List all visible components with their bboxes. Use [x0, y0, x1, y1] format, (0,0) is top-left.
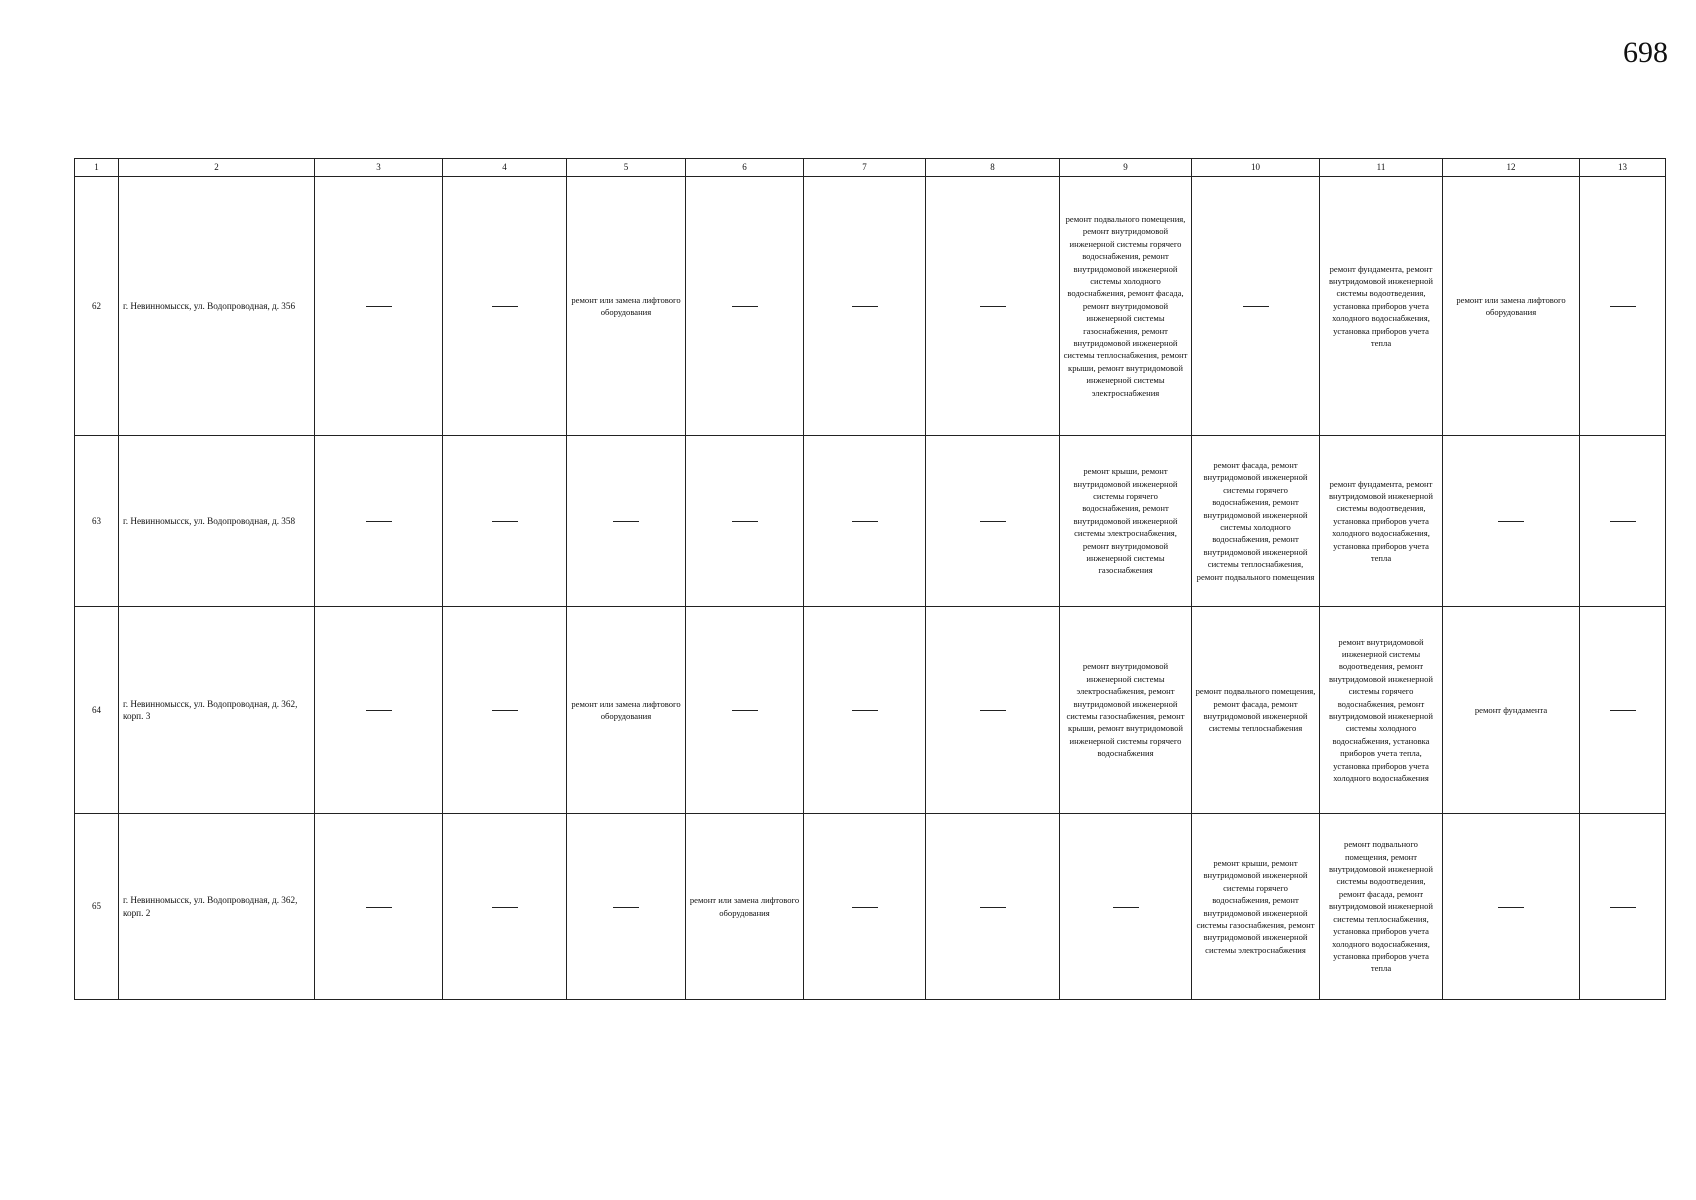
table-cell: ремонт или замена лифтового оборудования: [1443, 177, 1580, 436]
table-cell: ремонт подвального помещения, ремонт внутридомовой инженерной системы горячего водоснабжения, ремонт внутридомовой инженерной системы холодного водоснабжения, ремонт фасада, ремонт внутридомовой инженерной системы газоснабжения, ремонт внутридомовой инженерной системы теплоснабжения, ремонт крыши, ремонт внутридомовой инженерной системы электроснабжения: [1060, 177, 1192, 436]
table-cell: [804, 607, 926, 814]
table-cell: ремонт фундамента, ремонт внутридомовой инженерной системы водоотведения, установка приборов учета холодного водоснабжения, установка приборов учета тепла: [1320, 436, 1443, 607]
table-cell: ремонт крыши, ремонт внутридомовой инженерной системы горячего водоснабжения, ремонт внутридомовой инженерной системы газоснабжения, ремонт внутридомовой инженерной системы электроснабжения: [1192, 814, 1320, 1000]
dash-mark: [852, 306, 878, 307]
dash-mark: [366, 710, 392, 711]
page-number: 698: [1623, 36, 1668, 69]
table-cell: ремонт внутридомовой инженерной системы электроснабжения, ремонт внутридомовой инженерной системы газоснабжения, ремонт крыши, ремонт внутридомовой инженерной системы горячего водоснабжения: [1060, 607, 1192, 814]
repair-schedule-table: [74, 158, 1666, 1000]
table-cell: ремонт фундамента, ремонт внутридомовой инженерной системы водоотведения, установка приборов учета холодного водоснабжения, установка приборов учета тепла: [1320, 177, 1443, 436]
header-cell: 13: [1580, 159, 1666, 177]
table-cell: [443, 814, 567, 1000]
table-cell: ремонт или замена лифтового оборудования: [686, 814, 804, 1000]
header-cell: 1: [75, 159, 119, 177]
table-cell: [926, 177, 1060, 436]
row-number: 65: [75, 814, 119, 1000]
dash-mark: [1610, 521, 1636, 522]
table-cell: [315, 436, 443, 607]
table-cell: [686, 177, 804, 436]
table-cell: ремонт крыши, ремонт внутридомовой инженерной системы горячего водоснабжения, ремонт внутридомовой инженерной системы электроснабжения, ремонт внутридомовой инженерной системы газоснабжения: [1060, 436, 1192, 607]
header-cell: 12: [1443, 159, 1580, 177]
table-cell: [315, 177, 443, 436]
dash-mark: [492, 710, 518, 711]
dash-mark: [1113, 907, 1139, 908]
table-cell: ремонт фундамента: [1443, 607, 1580, 814]
table-cell: [926, 607, 1060, 814]
table-cell: [1580, 177, 1666, 436]
dash-mark: [1498, 907, 1524, 908]
dash-mark: [1610, 907, 1636, 908]
table-cell: [1443, 436, 1580, 607]
address-cell: г. Невинномысск, ул. Водопроводная, д. 362, корп. 2: [119, 814, 315, 1000]
dash-mark: [613, 907, 639, 908]
table-cell: ремонт внутридомовой инженерной системы водоотведения, ремонт внутридомовой инженерной системы горячего водоснабжения, ремонт внутридомовой инженерной системы холодного водоснабжения, установка приборов учета тепла, установка приборов учета холодного водоснабжения: [1320, 607, 1443, 814]
dash-mark: [980, 907, 1006, 908]
dash-mark: [732, 521, 758, 522]
table-cell: ремонт фасада, ремонт внутридомовой инженерной системы горячего водоснабжения, ремонт внутридомовой инженерной системы холодного водоснабжения, ремонт внутридомовой инженерной системы теплоснабжения, ремонт подвального помещения: [1192, 436, 1320, 607]
table-cell: [1443, 814, 1580, 1000]
address-cell: г. Невинномысск, ул. Водопроводная, д. 362, корп. 3: [119, 607, 315, 814]
table-row: [75, 814, 1666, 1000]
header-cell: 8: [926, 159, 1060, 177]
table-cell: [1192, 177, 1320, 436]
dash-mark: [732, 306, 758, 307]
header-row: [75, 159, 1666, 177]
address-cell: г. Невинномысск, ул. Водопроводная, д. 356: [119, 177, 315, 436]
dash-mark: [852, 710, 878, 711]
dash-mark: [1498, 521, 1524, 522]
dash-mark: [366, 521, 392, 522]
table-cell: [804, 177, 926, 436]
dash-mark: [1243, 306, 1269, 307]
dash-mark: [852, 907, 878, 908]
dash-mark: [613, 521, 639, 522]
table-cell: [443, 177, 567, 436]
dash-mark: [980, 306, 1006, 307]
dash-mark: [366, 306, 392, 307]
header-cell: 11: [1320, 159, 1443, 177]
address-cell: г. Невинномысск, ул. Водопроводная, д. 358: [119, 436, 315, 607]
table-cell: [1060, 814, 1192, 1000]
header-cell: 6: [686, 159, 804, 177]
header-cell: 2: [119, 159, 315, 177]
header-cell: 5: [567, 159, 686, 177]
table-cell: [443, 436, 567, 607]
table-cell: ремонт или замена лифтового оборудования: [567, 607, 686, 814]
dash-mark: [492, 306, 518, 307]
table-cell: [567, 436, 686, 607]
table-cell: [315, 607, 443, 814]
row-number: 63: [75, 436, 119, 607]
header-cell: 3: [315, 159, 443, 177]
dash-mark: [492, 521, 518, 522]
table-cell: [926, 814, 1060, 1000]
table-row: [75, 436, 1666, 607]
header-cell: 7: [804, 159, 926, 177]
table-cell: [926, 436, 1060, 607]
row-number: 64: [75, 607, 119, 814]
dash-mark: [732, 710, 758, 711]
dash-mark: [852, 521, 878, 522]
dash-mark: [980, 521, 1006, 522]
table-cell: ремонт или замена лифтового оборудования: [567, 177, 686, 436]
table-row: [75, 177, 1666, 436]
dash-mark: [366, 907, 392, 908]
table-cell: [567, 814, 686, 1000]
table-cell: [686, 436, 804, 607]
dash-mark: [980, 710, 1006, 711]
table-cell: [686, 607, 804, 814]
table-cell: [1580, 607, 1666, 814]
dash-mark: [492, 907, 518, 908]
row-number: 62: [75, 177, 119, 436]
table-cell: [443, 607, 567, 814]
table-row: [75, 607, 1666, 814]
table-cell: [1580, 436, 1666, 607]
header-cell: 10: [1192, 159, 1320, 177]
header-cell: 4: [443, 159, 567, 177]
table-cell: ремонт подвального помещения, ремонт внутридомовой инженерной системы водоотведения, ремонт фасада, ремонт внутридомовой инженерной системы теплоснабжения, установка приборов учета холодного водоснабжения, установка приборов учета тепла: [1320, 814, 1443, 1000]
dash-mark: [1610, 710, 1636, 711]
table-cell: ремонт подвального помещения, ремонт фасада, ремонт внутридомовой инженерной системы теплоснабжения: [1192, 607, 1320, 814]
header-cell: 9: [1060, 159, 1192, 177]
table-cell: [804, 814, 926, 1000]
table-cell: [804, 436, 926, 607]
table-cell: [1580, 814, 1666, 1000]
table-cell: [315, 814, 443, 1000]
dash-mark: [1610, 306, 1636, 307]
